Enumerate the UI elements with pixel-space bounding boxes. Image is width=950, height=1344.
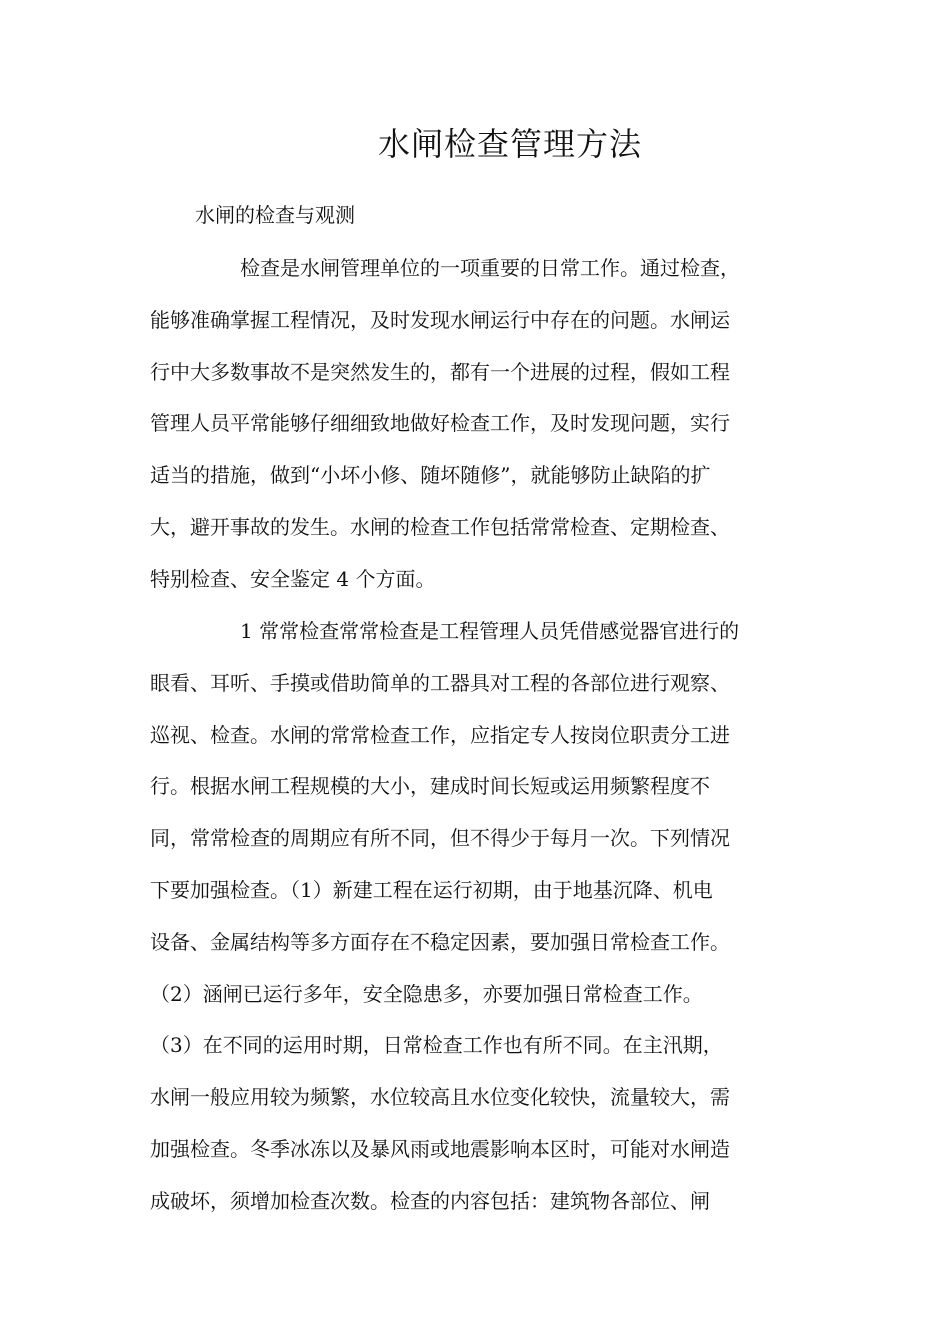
section-heading: 水闸的检查与观测 [195, 203, 355, 227]
paragraph-line: 大，避开事故的发生。水闸的检查工作包括常常检查、定期检查、 [150, 514, 730, 539]
paragraph-line: 特别检查、安全鉴定 4 个方面。 [150, 566, 436, 591]
paragraph-line: 加强检查。冬季冰冻以及暴风雨或地震影响本区时，可能对水闸造 [150, 1136, 730, 1161]
paragraph-line: 行中大多数事故不是突然发生的，都有一个进展的过程，假如工程 [150, 359, 730, 384]
paragraph-line: 眼看、耳听、手摸或借助简单的工器具对工程的各部位进行观察、 [150, 670, 730, 695]
paragraph-line: 设备、金属结构等多方面存在不稳定因素，要加强日常检查工作。 [150, 929, 730, 954]
paragraph-line: 同，常常检查的周期应有所不同，但不得少于每月一次。下列情况 [150, 826, 730, 851]
document-title: 水闸检查管理方法 [377, 125, 642, 163]
paragraph-routine-inspection [150, 606, 805, 1228]
paragraph-line: 水闸一般应用较为频繁，水位较高且水位变化较快，流量较大，需 [150, 1085, 730, 1110]
paragraph-line: 能够准确掌握工程情况，及时发现水闸运行中存在的问题。水闸运 [150, 307, 730, 332]
paragraph-line: （2）涵闸已运行多年，安全隐患多，亦要加强日常检查工作。 [150, 981, 703, 1006]
paragraph-line: 检查是水闸管理单位的一项重要的日常工作。通过检查， [240, 256, 740, 280]
paragraph-line: 行。根据水闸工程规模的大小，建成时间长短或运用频繁程度不 [150, 774, 710, 799]
paragraph-line: 适当的措施，做到“小坏小修、随坏随修”，就能够防止缺陷的扩 [150, 463, 711, 488]
paragraph-line: 1 常常检查常常检查是工程管理人员凭借感觉器官进行的 [240, 619, 740, 643]
paragraph-line: （3）在不同的运用时期，日常检查工作也有所不同。在主汛期， [150, 1033, 723, 1058]
paragraph-line: 下要加强检查。（1）新建工程在运行初期，由于地基沉降、机电 [150, 877, 713, 902]
paragraph-line: 成破坏，须增加检查次数。检查的内容包括：建筑物各部位、闸 [150, 1188, 710, 1213]
paragraph-line: 巡视、检查。水闸的常常检查工作，应指定专人按岗位职责分工进 [150, 722, 730, 747]
paragraph-inspection-intro [150, 243, 805, 606]
paragraph-line: 管理人员平常能够仔细细致地做好检查工作，及时发现问题，实行 [150, 411, 730, 436]
